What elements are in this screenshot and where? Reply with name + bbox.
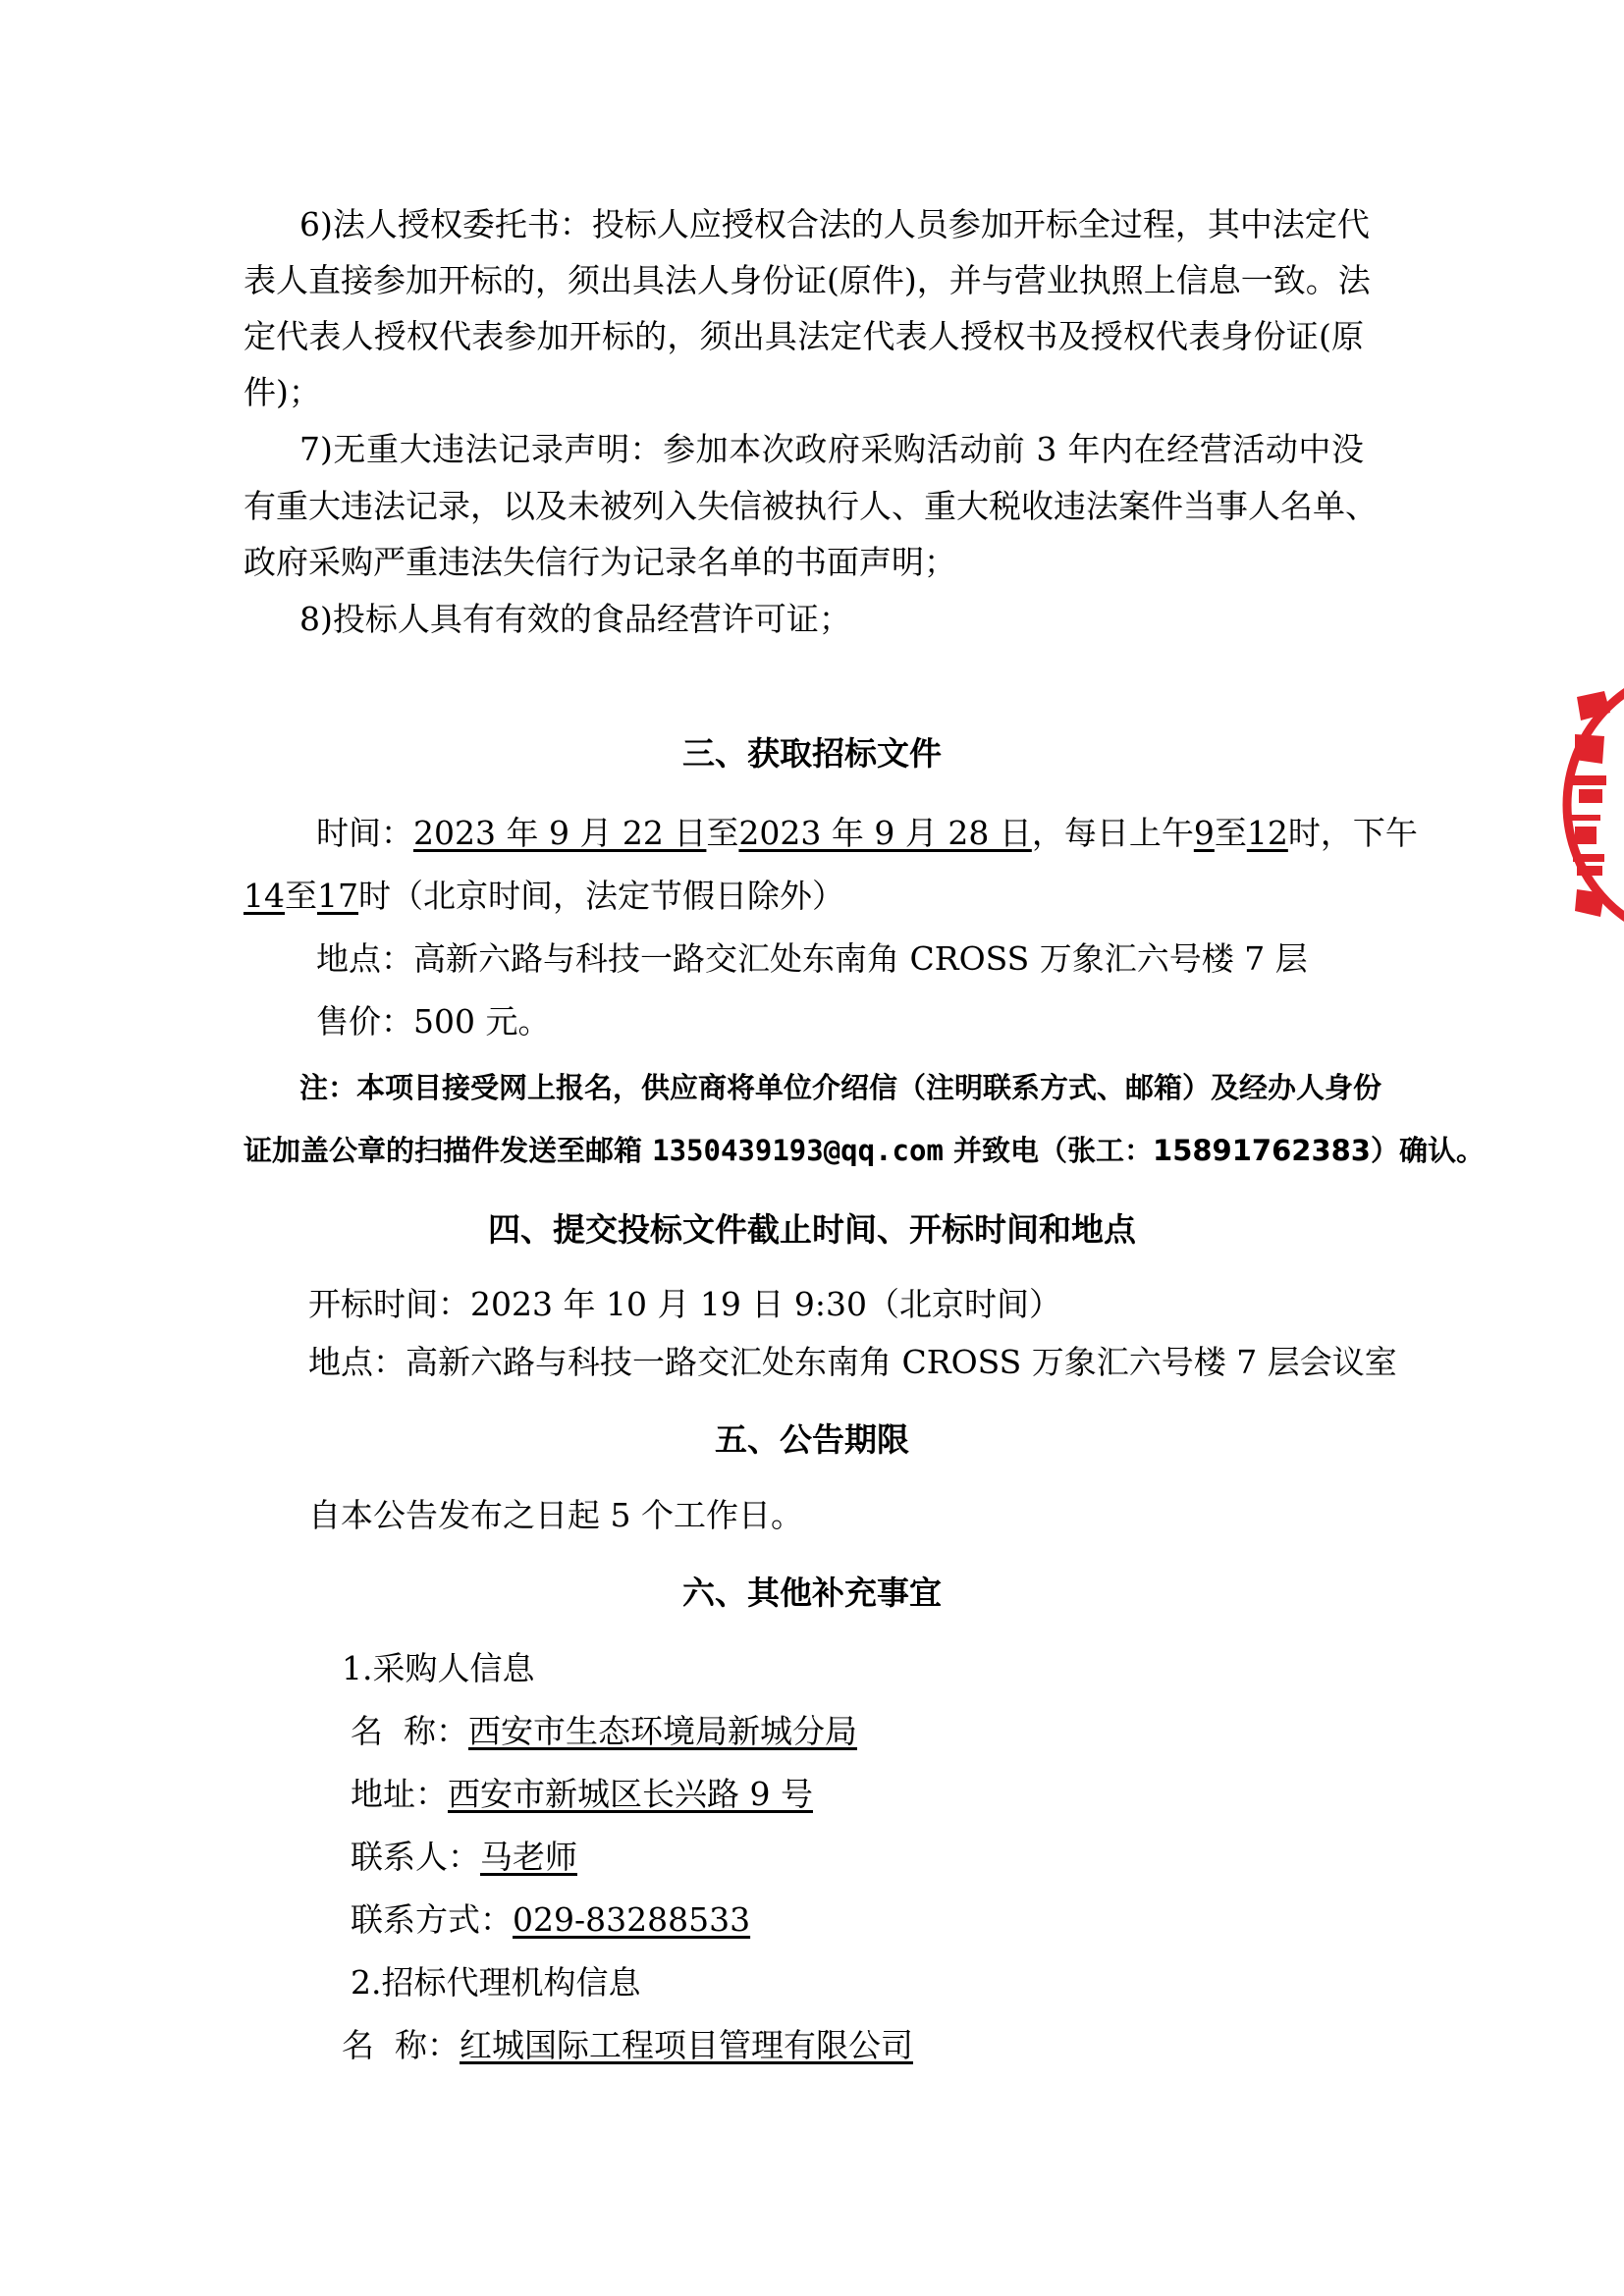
item7-line1: 7)无重大违法记录声明：参加本次政府采购活动前 3 年内在经营活动中没 (299, 430, 1364, 468)
purchaser-contact-line (351, 1838, 577, 1877)
email-address: 1350439193@qq.com (652, 1134, 944, 1167)
open-location: 地点：高新六路与科技一路交汇处东南角 CROSS 万象汇六号楼 7 层会议室 (308, 1343, 1397, 1381)
time-label: 时间： (316, 814, 413, 852)
item7-line2: 有重大违法记录，以及未被列入失信被执行人、重大税收违法案件当事人名单、 (244, 487, 1378, 525)
purchaser-phone-value: 029-83288533 (513, 1900, 751, 1939)
purchaser-name-line (351, 1712, 857, 1751)
to-word-2: 至 (1214, 814, 1247, 852)
pm-start: 14 (244, 877, 285, 915)
purchase-location: 地点：高新六路与科技一路交汇处东南角 CROSS 万象汇六号楼 7 层 (316, 939, 1308, 978)
seal-mark (1557, 658, 1624, 952)
purchaser-address-value: 西安市新城区长兴路 9 号 (448, 1775, 813, 1813)
purchaser-contact-label: 联系人： (351, 1838, 480, 1876)
purchase-time-line-2 (244, 877, 844, 916)
note-line-2 (244, 1131, 1485, 1170)
notice-period: 自本公告发布之日起 5 个工作日。 (308, 1496, 803, 1534)
section6-title: 六、其他补充事宜 (682, 1574, 942, 1612)
am-end: 12 (1246, 814, 1288, 852)
item6-line1: 6)法人授权委托书：投标人应授权合法的人员参加开标全过程，其中法定代 (299, 205, 1370, 243)
note-line-1: 注：本项目接受网上报名，供应商将单位介绍信（注明联系方式、邮箱）及经办人身份 (299, 1071, 1382, 1104)
pm-text: 时，下午 (1287, 814, 1418, 852)
purchaser-address-label: 地址： (351, 1775, 448, 1813)
purchase-time-line (316, 814, 1418, 853)
start-date: 2023 年 9 月 22 日 (413, 814, 707, 852)
purchase-price: 售价：500 元。 (316, 1002, 551, 1041)
company-seal (1557, 658, 1624, 952)
item6-line4: 件)； (244, 373, 321, 411)
pm-end: 17 (317, 877, 358, 915)
item8: 8)投标人具有有效的食品经营许可证； (299, 600, 851, 638)
purchaser-address-line (351, 1775, 813, 1814)
item7-line3: 政府采购严重违法失信行为记录名单的书面声明； (244, 543, 956, 581)
purchaser-phone-line (351, 1900, 750, 1940)
agency-name-label: 名 称： (342, 2026, 460, 2064)
to-word-3: 至 (285, 877, 317, 915)
agency-name-value: 红城国际工程项目管理有限公司 (459, 2026, 913, 2064)
item6-line2: 表人直接参加开标的，须出具法人身份证(原件)，并与营业执照上信息一致。法 (244, 261, 1371, 299)
section3-title: 三、获取招标文件 (682, 734, 942, 773)
purchaser-name-label: 名 称： (351, 1712, 468, 1750)
agency-heading: 2.招标代理机构信息 (351, 1963, 641, 2002)
section5-title: 五、公告期限 (715, 1420, 909, 1459)
agency-name-line (342, 2026, 913, 2065)
am-start: 9 (1193, 814, 1215, 852)
purchaser-phone-label: 联系方式： (351, 1900, 513, 1939)
item6-line3: 定代表人授权代表参加开标的，须出具法定代表人授权书及授权代表身份证(原 (244, 317, 1364, 355)
purchaser-name-value: 西安市生态环境局新城分局 (467, 1712, 857, 1750)
to-word-1: 至 (706, 814, 739, 852)
section4-title: 四、提交投标文件截止时间、开标时间和地点 (488, 1210, 1136, 1249)
purchaser-contact-value: 马老师 (480, 1838, 577, 1876)
purchaser-heading: 1.采购人信息 (342, 1649, 535, 1687)
daily-text: ，每日上午 (1031, 814, 1194, 852)
end-date: 2023 年 9 月 28 日 (738, 814, 1032, 852)
note-line-2b: 并致电（张工：15891762383）确认。 (943, 1134, 1485, 1167)
time-note: 时（北京时间，法定节假日除外） (358, 877, 844, 915)
open-time: 开标时间：2023 年 10 月 19 日 9:30（北京时间） (308, 1285, 1062, 1323)
note-line-2a: 证加盖公章的扫描件发送至邮箱 (244, 1134, 653, 1167)
